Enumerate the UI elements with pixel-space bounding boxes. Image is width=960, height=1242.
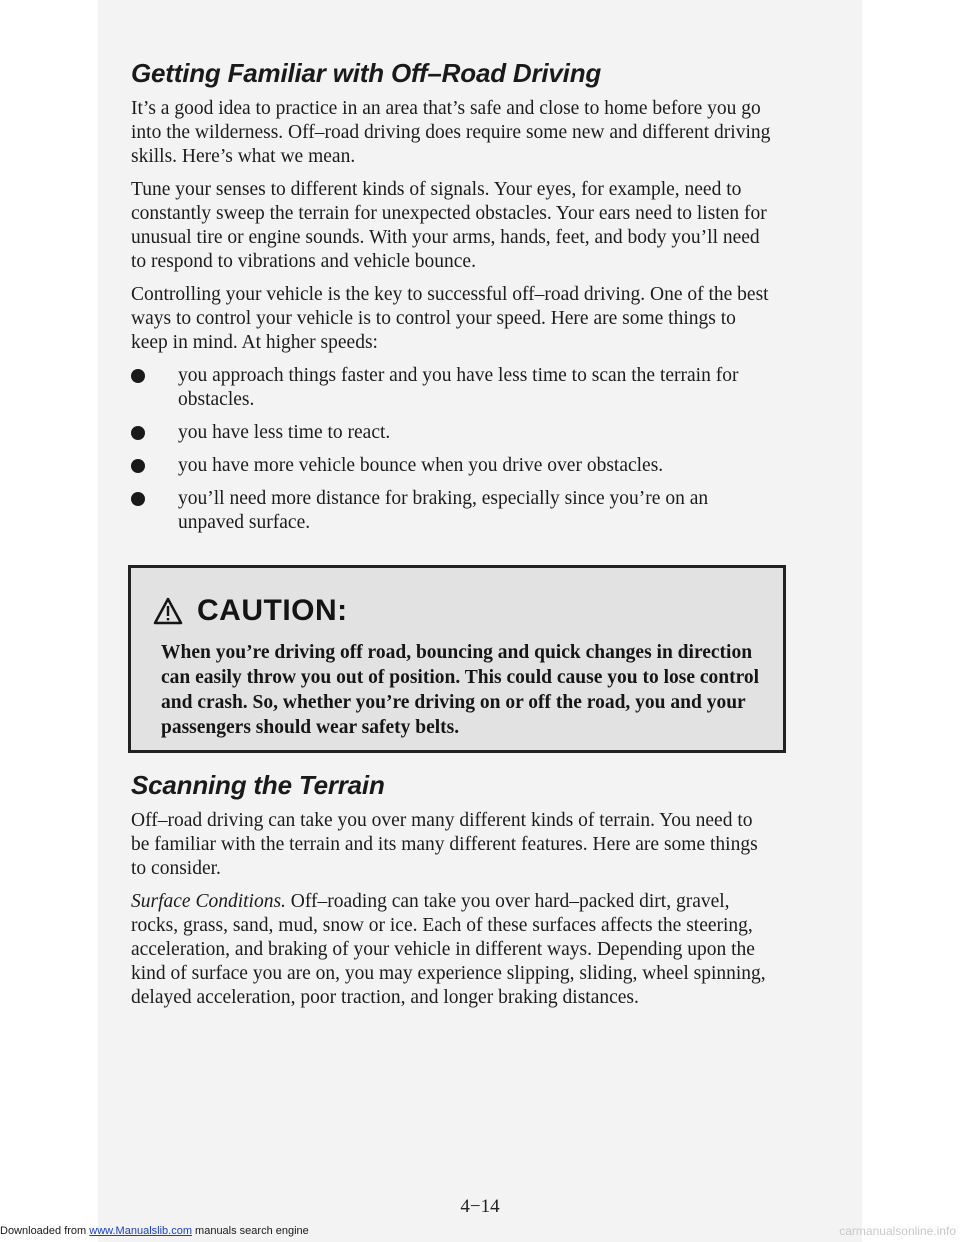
caution-text: When you’re driving off road, bouncing and quick changes in direction can easily throw you out of position. This could cause you to lose control and crash. So, whether you’re driving on or off the road, you and your passengers should wear safety belts.: [161, 642, 760, 738]
paragraph-control: Controlling your vehicle is the key to successful off–road driving. One of the best ways to control your vehicle is to control your speed. Here are some things to keep in mind. At higher speeds:: [131, 284, 769, 353]
list-item-text: you approach things faster and you have less time to scan the terrain for obstacles.: [178, 365, 739, 410]
warning-triangle-icon: [153, 597, 183, 625]
surface-conditions-text: Off–roading can take you over hard–packed dirt, gravel, rocks, grass, sand, mud, snow or ice. Each of these surfaces affects the steering, acceleration, and braking of your vehicle in different ways. Depending upon the kind of surface you are on, you may experience slipping, sliding, wheel spinning, delayed acceleration, poor traction, and longer braking distances.: [131, 891, 766, 1008]
section-scanning-terrain: [131, 770, 771, 1019]
bullet-icon: [131, 426, 145, 440]
manualslib-link[interactable]: www.Manualslib.com: [89, 1225, 192, 1237]
download-footer: [0, 1225, 309, 1237]
speed-bullet-list: [131, 364, 771, 535]
watermark: carmanualsonline.info: [839, 1224, 956, 1238]
surface-conditions-label: Surface Conditions.: [131, 891, 286, 912]
list-item: [131, 364, 771, 412]
bullet-icon: [131, 492, 145, 506]
list-item: [131, 454, 771, 478]
bullet-icon: [131, 369, 145, 383]
paragraph-intro: It’s a good idea to practice in an area that’s safe and close to home before you go into the wilderness. Off–road driving does require some new and different driving skills. Here’s what we mean.: [131, 98, 771, 167]
section-title: Scanning the Terrain: [131, 770, 385, 800]
section-off-road-driving: [131, 58, 771, 544]
paragraph-terrain: Off–road driving can take you over many different kinds of terrain. You need to be familiar with the terrain and its many different features. Here are some things to consider.: [131, 810, 758, 879]
list-item-text: you have less time to react.: [178, 422, 391, 443]
list-item: [131, 421, 771, 445]
paragraph-surface-conditions: [131, 890, 771, 1010]
list-item: [131, 487, 771, 535]
section-title: Getting Familiar with Off–Road Driving: [131, 58, 602, 88]
paragraph-senses: Tune your senses to different kinds of signals. Your eyes, for example, need to constantly sweep the terrain for unexpected obstacles. Your ears need to listen for unusual tire or engine sounds. With your arms, hands, feet, and body you’ll need to respond to vibrations and vehicle bounce.: [131, 179, 767, 272]
page-number: 4−14: [460, 1196, 500, 1217]
bullet-icon: [131, 459, 145, 473]
list-item-text: you’ll need more distance for braking, especially since you’re on an unpaved surface.: [178, 488, 709, 533]
footer-prefix: Downloaded from: [0, 1225, 90, 1237]
list-item-text: you have more vehicle bounce when you drive over obstacles.: [178, 455, 664, 476]
footer-suffix: manuals search engine: [191, 1225, 309, 1237]
caution-box: [128, 565, 786, 753]
caution-header: [153, 594, 348, 628]
caution-title: CAUTION:: [197, 594, 348, 627]
